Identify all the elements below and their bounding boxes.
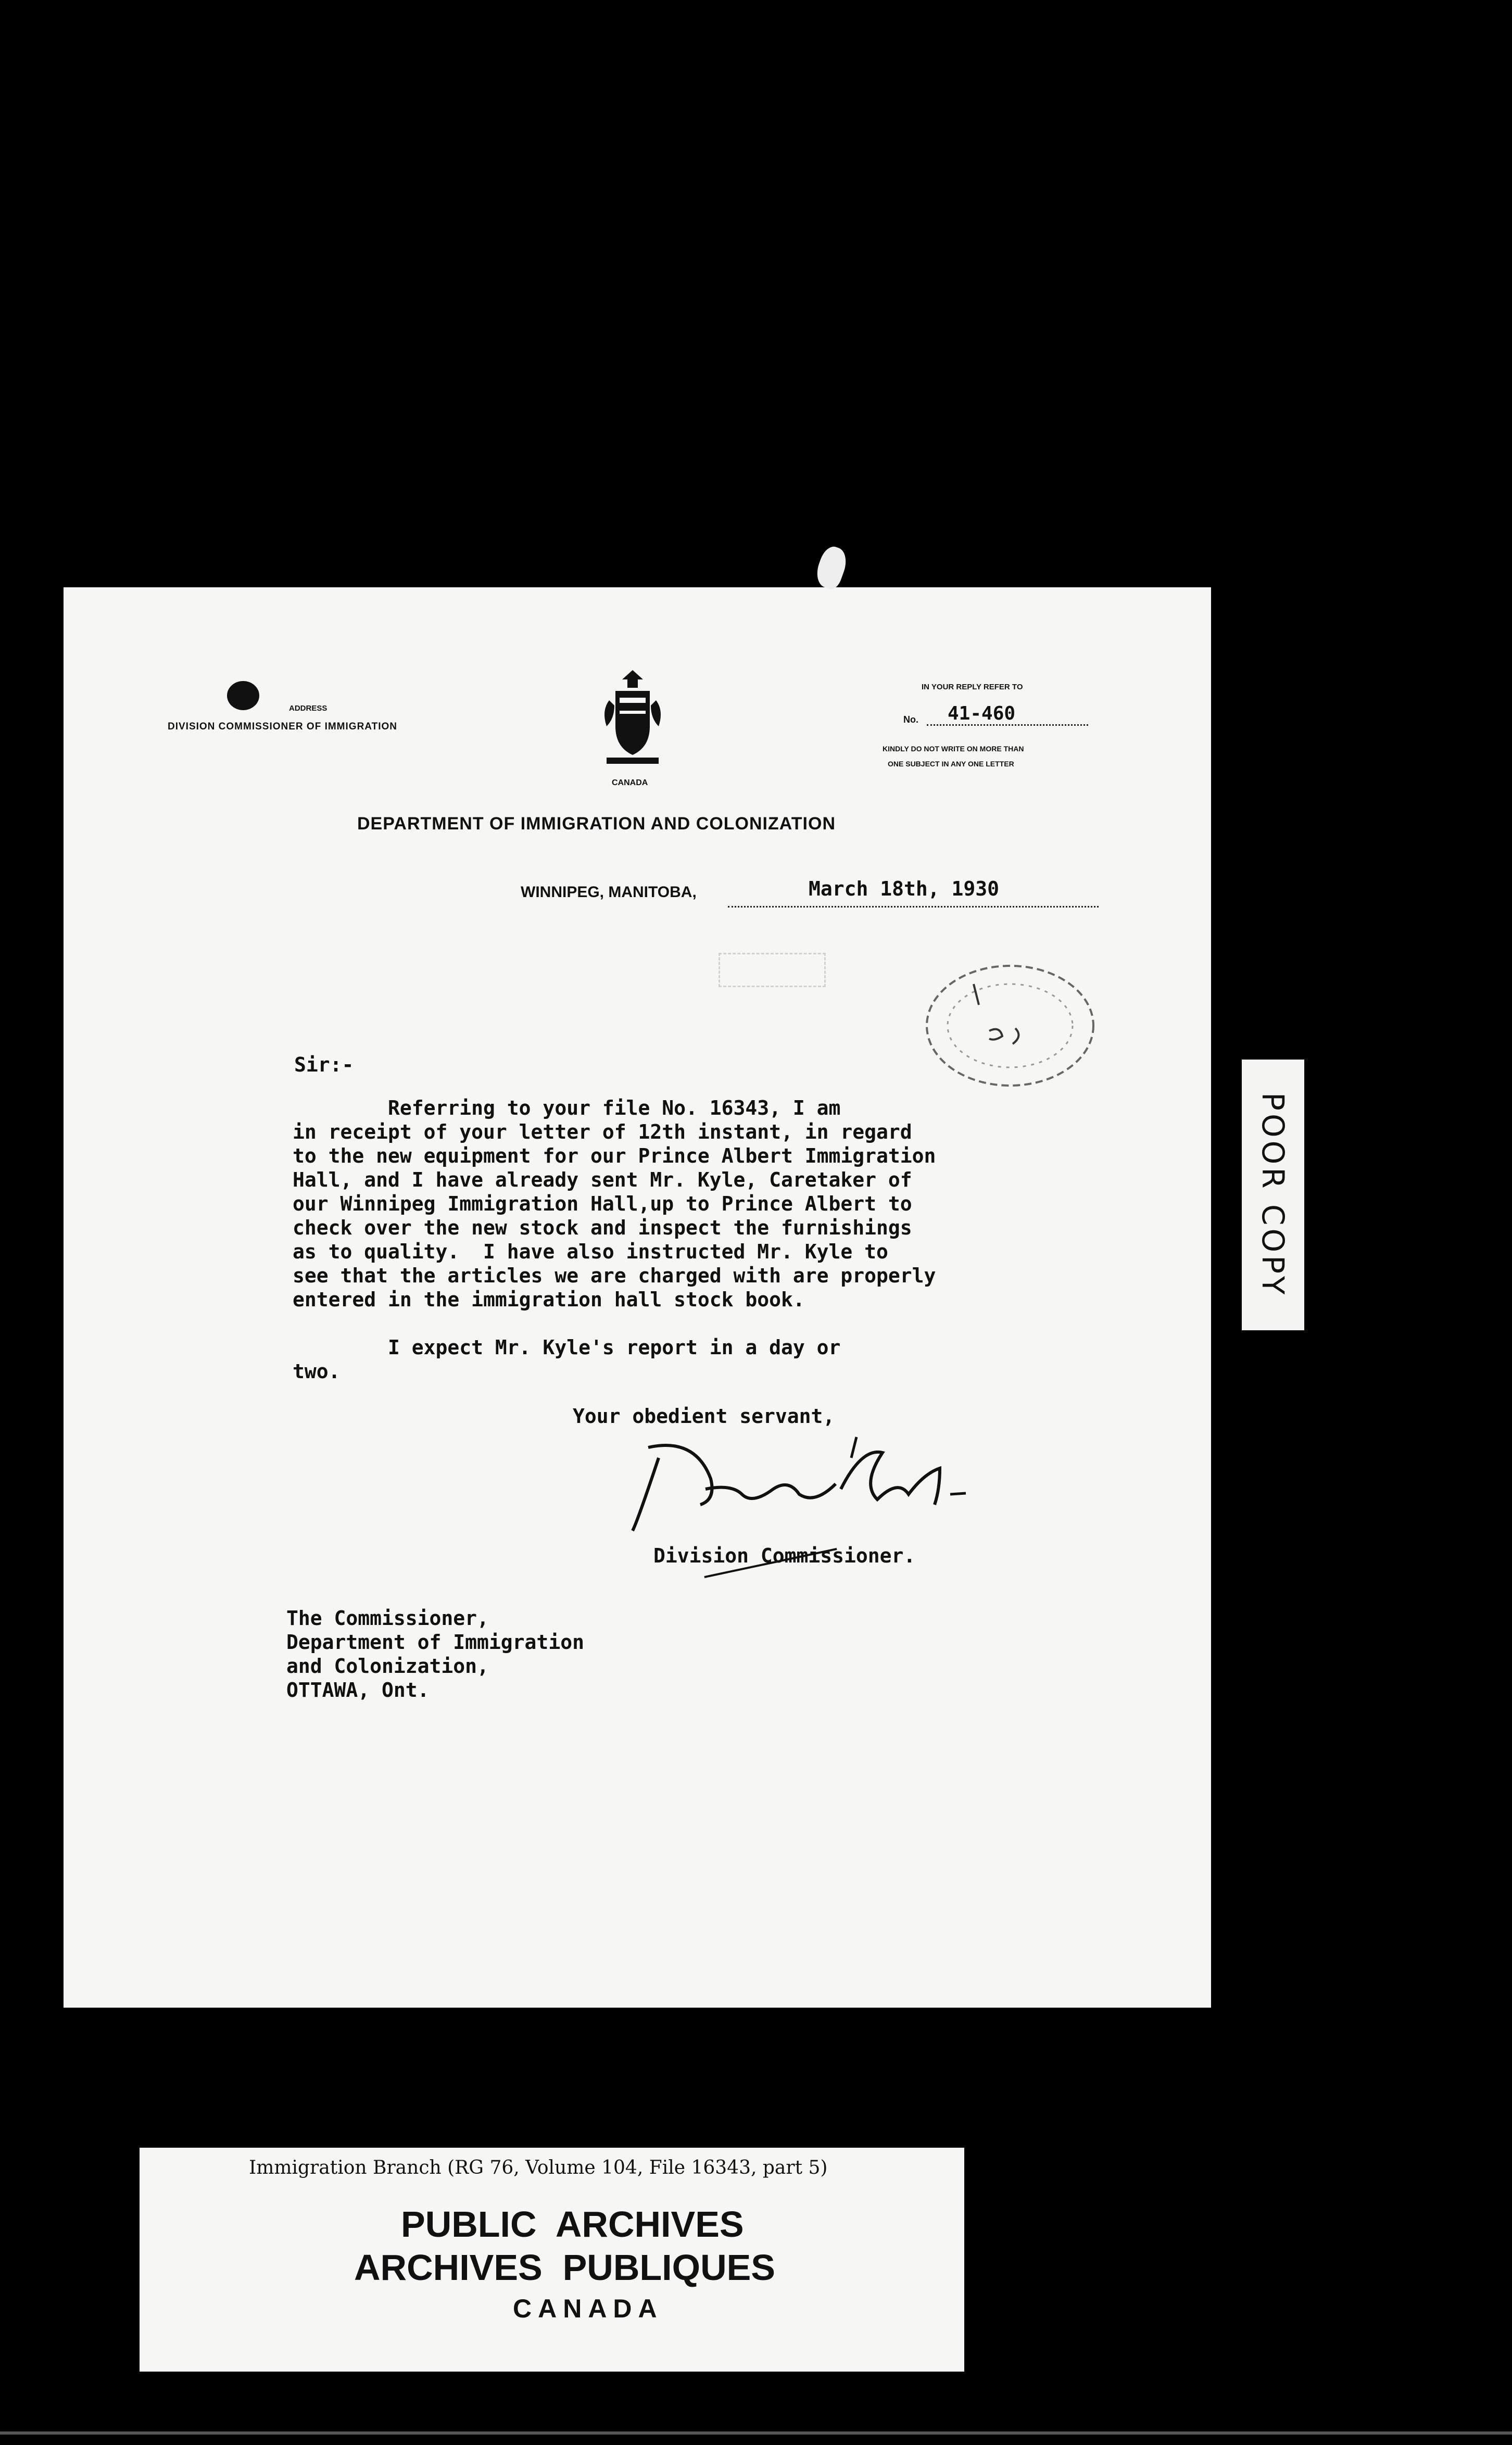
handwritten-signature <box>617 1416 981 1546</box>
paragraph-1-line: as to quality. I have also instructed Mr. Kyle to <box>293 1240 888 1263</box>
paragraph-1-line: Hall, and I have already sent Mr. Kyle, Caretaker of <box>293 1168 912 1191</box>
paragraph-1-line: in receipt of your letter of 12th instant, in regard <box>293 1120 912 1143</box>
paragraph-1-line: see that the articles we are charged with are properly <box>293 1264 936 1287</box>
note-line-1: KINDLY DO NOT WRITE ON MORE THAN <box>883 745 1024 753</box>
place-line: WINNIPEG, MANITOBA, <box>521 884 697 901</box>
canada-crest-icon <box>599 669 666 778</box>
paragraph-2 <box>293 1335 840 1383</box>
paragraph-2-line: two. <box>293 1360 341 1383</box>
closing: Your obedient servant, <box>573 1405 835 1428</box>
signer-title: Division Commissioner. <box>653 1544 916 1567</box>
note-line-2: ONE SUBJECT IN ANY ONE LETTER <box>888 760 1014 768</box>
paragraph-1 <box>293 1096 936 1312</box>
ink-blot <box>227 681 259 710</box>
faint-stamp-mark <box>719 953 826 987</box>
archive-line-public: PUBLIC ARCHIVES <box>401 2204 744 2245</box>
salutation: Sir:- <box>294 1053 354 1076</box>
received-stamp-icon <box>911 948 1099 1099</box>
paragraph-1-line: check over the new stock and inspect the furnishings <box>293 1216 912 1239</box>
crest-caption: CANADA <box>612 778 648 787</box>
letter-date: March 18th, 1930 <box>809 877 1000 900</box>
paragraph-2-line: I expect Mr. Kyle's report in a day or <box>293 1336 841 1359</box>
poor-copy-text: POOR COPY <box>1255 1092 1291 1298</box>
paragraph-1-line: Referring to your file No. 16343, I am <box>293 1097 841 1119</box>
addressee-line: Department of Immigration <box>286 1631 584 1654</box>
addressee-line: The Commissioner, <box>286 1607 489 1630</box>
file-prefix: No. <box>903 714 918 725</box>
date-underline <box>728 906 1099 908</box>
file-number: 41-460 <box>927 703 1088 726</box>
addressee-block <box>286 1606 584 1702</box>
addressee-line: OTTAWA, Ont. <box>286 1679 430 1702</box>
paper-fragment <box>812 544 851 591</box>
archive-reference: Immigration Branch (RG 76, Volume 104, File 16343, part 5) <box>249 2157 828 2178</box>
paragraph-1-line: entered in the immigration hall stock book. <box>293 1288 805 1311</box>
reply-instruction: IN YOUR REPLY REFER TO <box>922 683 1023 691</box>
archive-line-publiques: ARCHIVES PUBLIQUES <box>354 2247 775 2288</box>
address-label: ADDRESS <box>289 704 327 713</box>
archive-line-canada: CANADA <box>513 2294 663 2323</box>
department-heading: DEPARTMENT OF IMMIGRATION AND COLONIZATION <box>357 814 836 834</box>
address-line: DIVISION COMMISSIONER OF IMMIGRATION <box>168 721 397 732</box>
paragraph-1-line: our Winnipeg Immigration Hall,up to Prince Albert to <box>293 1192 912 1215</box>
bottom-border-line <box>0 2431 1512 2435</box>
paragraph-1-line: to the new equipment for our Prince Albert Immigration <box>293 1144 936 1167</box>
addressee-line: and Colonization, <box>286 1655 489 1678</box>
